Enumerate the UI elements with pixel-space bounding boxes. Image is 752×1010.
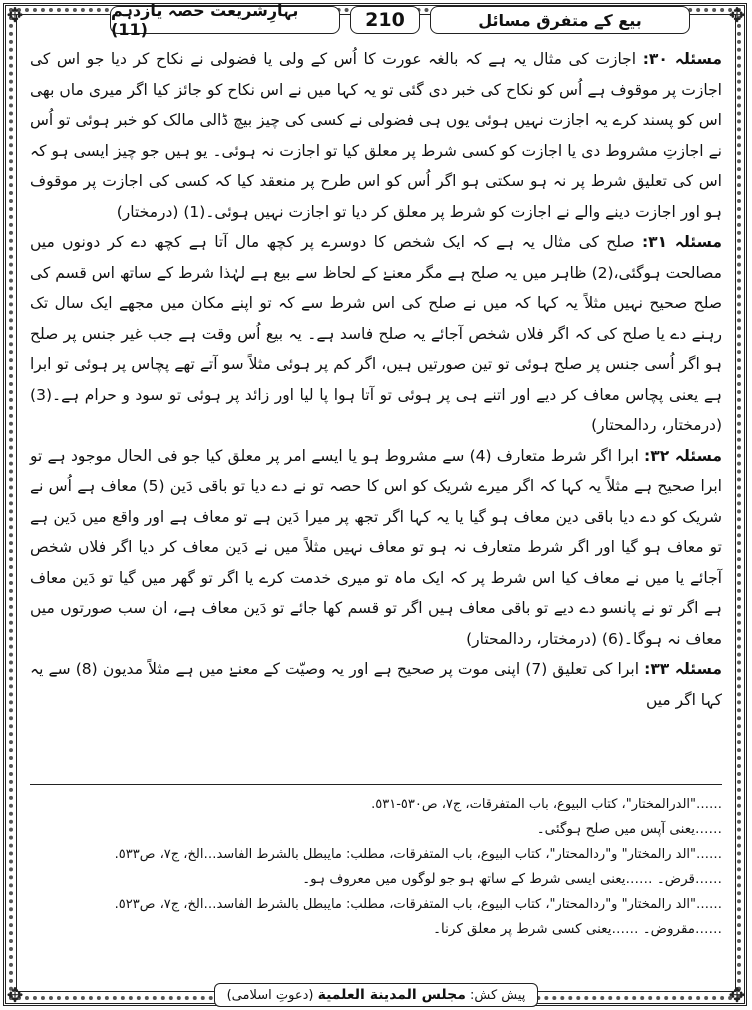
footnote-7-8: ……مقروض۔ ……یعنی کسی شرط پر معلق کرنا۔ bbox=[433, 921, 722, 937]
page-number: 210 bbox=[350, 6, 420, 34]
footnote-divider bbox=[30, 784, 722, 785]
masala-heading: مسئلہ ۳۰: bbox=[642, 50, 722, 68]
publisher-prefix: پیش کش: bbox=[470, 988, 526, 1003]
masala-text: ابرا کی تعلیق (7) اپنی موت پر صحیح ہے اور یہ وصیّت کے معنےٰ میں ہے مثلاً مدیون (8) سے یہ کہا اگر میں bbox=[30, 660, 722, 709]
masala-heading: مسئلہ ۳۳: bbox=[644, 660, 722, 678]
book-title: بہارِشریعت حصہ یازدہم (11) bbox=[110, 6, 340, 34]
publisher-suffix: (دعوتِ اسلامی) bbox=[226, 988, 314, 1003]
publisher-name: مجلس المدينة العلمية bbox=[317, 987, 466, 1003]
footnote-6: ……"الد رالمختار" و"ردالمحتار"، كتاب البيوع، باب المتفرقات، مطلب: مايبطل بالشرط الفاسد…الخ، ج٧، ص٥٢٣. bbox=[114, 897, 722, 912]
corner-ornament-icon: ✥ bbox=[6, 3, 24, 27]
masala-text: ابرا اگر شرط متعارف (4) سے مشروط ہو یا ایسے امر پر معلق کیا جو فی الحال موجود ہے تو ابرا صحیح ہے مثلاً یہ کہا کہ اگر میرے شریک کو اس کا حصہ تو نے دے دیا تو باقی دَین (5) معاف ہے اُس نے شریک کو دے دیا باقی دین معاف ہو گیا یا یہ کہا اگر تجھ پر میرا دَین ہے تو معاف ہے اور واقع میں دَین ہے تو معاف ہو گیا اور اگر شرط متعارف نہ ہو تو معاف نہیں مثلاً میں نے دَین معاف کر دیا اگر فلاں شخص آجائے یا میں نے معاف کیا اس شرط پر کہ ایک ماہ تو میری خدمت کرے یا اگر تو گھر میں گیا تو دَین معاف ہے اگر تو نے پانسو دے دیے تو باقی معاف ہیں اگر تو قسم کھا جائے تو دَین معاف ہے، ان سب صورتوں میں معاف نہ ہوگا۔(6) (درمختار، ردالمحتار) bbox=[30, 446, 722, 648]
footnote-3: ……"الد رالمختار" و"ردالمحتار"، كتاب البيوع، باب المتفرقات، مطلب: مايبطل بالشرط الفاسد…الخ، ج٧، ص٥٣٣. bbox=[114, 847, 722, 862]
footnotes bbox=[30, 792, 722, 942]
main-text bbox=[30, 44, 722, 715]
masala-text: اجازت کی مثال یہ ہے کہ بالغہ عورت کا اُس کے ولی یا فضولی نے نکاح کر دیا جو اس کی اجازت پر موقوف ہے اُس کو نکاح کی خبر دی گئی تو یہ کہا میں نے اس نکاح کو جائز کیا اگر میری ماں بھی اس کو پسند کرے یہ اجازت نہیں ہوئی یوں ہی فضولی نے کسی کی چیز بیچ ڈالی مالک کو خبر ہوئی تو اُس نے اجازتِ مشروط دی یا اجازت کو کسی شرط پر معلق کیا تو اجازت نہ ہوئی۔ یو ہیں جو چیز ایسی ہو کہ اس کی تعلیق شرط پر نہ ہو سکتی ہو اگر اُس کو اس طرح پر منعقد کیا کہ کسی کی اجازت پر موقوف ہو اور اجازت دینے والے نے اجازت کو شرط پر معلق کر دیا تو اجازت نہیں ہوئی۔(1) (درمختار) bbox=[30, 50, 722, 221]
corner-ornament-icon: ✥ bbox=[728, 983, 746, 1007]
footnote-1: ……"الدرالمختار"، كتاب البيوع، باب المتفرقات، ج٧، ص٥٣٠-٥٣١. bbox=[371, 797, 722, 812]
corner-ornament-icon: ✥ bbox=[6, 983, 24, 1007]
page-header bbox=[20, 1, 732, 39]
masala-text: صلح کی مثال یہ ہے کہ ایک شخص کا دوسرے پر کچھ مال آتا ہے کچھ دے کر دونوں میں مصالحت ہوگئی،(2) ظاہر میں یہ صلح ہے مگر معنےٰ کے لحاظ سے بیع ہے لہٰذا شرط کے ساتھ اس قسم کی صلح صحیح نہیں مثلاً یہ کہا کہ میں نے صلح کی اس شرط سے کہ تو اپنے مکان میں مجھے ایک سال تک رہنے دے یا صلح کی کہ اگر فلاں شخص آجائے یہ صلح فاسد ہے۔ یہ بیع اُس وقت ہے جب غیر جنس پر صلح ہو اگر اُسی جنس پر صلح ہوئی تو تین صورتیں ہیں، اگر کم پر ہوئی مثلاً سو آتے تھے پچاس پر ہوئی تو ابرا ہے یعنی پچاس معاف کر دیے اور اتنے ہی پر ہوئی تو آتا ہوا پا لیا اور زائد پر ہوئی تو سود و حرام ہے۔(3) (درمختار، ردالمحتار) bbox=[30, 233, 722, 434]
masala-heading: مسئلہ ۳۲: bbox=[644, 446, 722, 465]
footnote-2: ……یعنی آپس میں صلح ہوگئی۔ bbox=[536, 821, 722, 837]
masala-33 bbox=[30, 654, 722, 715]
page-footer bbox=[0, 983, 752, 1007]
masala-32 bbox=[30, 441, 722, 655]
masala-31 bbox=[30, 227, 722, 441]
publisher-box bbox=[214, 983, 539, 1007]
corner-ornament-icon: ✥ bbox=[728, 3, 746, 27]
masala-heading: مسئلہ ۳۱: bbox=[641, 233, 722, 251]
masala-30 bbox=[30, 44, 722, 227]
chapter-title: بیع کے متفرق مسائل bbox=[430, 6, 690, 34]
footnote-4-5: ……قرض۔ ……یعنی ایسی شرط کے ساتھ ہو جو لوگوں میں معروف ہو۔ bbox=[302, 871, 722, 887]
